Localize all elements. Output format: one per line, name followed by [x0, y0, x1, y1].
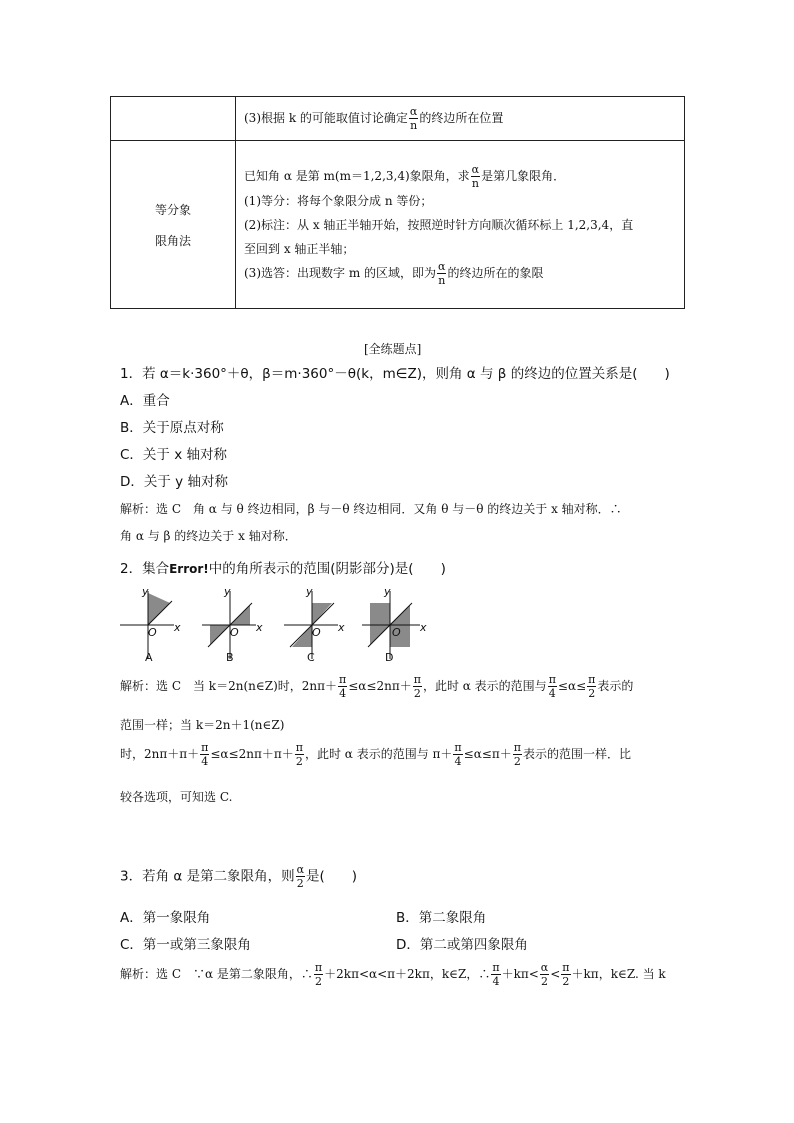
q1-option-a: A．重合 [120, 393, 170, 409]
method-table [110, 96, 685, 309]
q2-solution-line3: 时，2nπ＋π＋ $\frac{\pi}{4}$ ≤α≤2nπ＋π＋ $\frac{\pi}{2}$ ，此时 α 表示的范围与 π＋ $\frac{\pi}{4}$ ≤α≤π＋ $\frac{\pi}{2}$ 表示的范围一样．比 [120, 741, 631, 768]
q3-option-d: D．第二或第四象限角 [396, 937, 528, 953]
method-step1: (1)等分：将每个象限分成 n 等份； [244, 193, 433, 208]
figure-c [284, 591, 338, 659]
method-step3: (3)选答：出现数字 m 的区域，即为 $\frac{\alpha}{n}$ 的终边所在的象限 [244, 259, 544, 287]
method-step2-cont: 至回到 x 轴正半轴； [244, 241, 355, 256]
method-intro: 已知角 α 是第 m(m＝1,2,3,4)象限角，求 $\frac{\alpha}{n}$ 是第几象限角． [244, 162, 566, 190]
q1-solution-line2: 角 α 与 β 的终边关于 x 轴对称． [120, 529, 297, 543]
fig-d-origin: O [392, 626, 401, 639]
q3-option-c: C．第一或第三象限角 [120, 937, 251, 953]
error-placeholder: Error! [169, 562, 209, 576]
fig-b-x: x [256, 621, 263, 634]
question-1-stem: 1．若 α＝k·360°＋θ，β＝m·360°－θ(k，m∈Z)，则角 α 与 β 的终边的位置关系是( ) [120, 366, 670, 382]
fig-d-x: x [420, 621, 427, 634]
fig-b-y: y [224, 585, 231, 598]
fig-label-a: A [145, 651, 153, 664]
shade-region [370, 603, 390, 645]
figure-a [120, 591, 174, 659]
q2-solution-line4: 较各选项，可知选 C. [120, 790, 233, 804]
fig-d-y: y [384, 585, 391, 598]
fig-label-d: D [385, 651, 394, 664]
q1-solution-line1: 解析：选 C 角 α 与 θ 终边相同，β 与－θ 终边相同．又角 θ 与－θ 的终边关于 x 轴对称．∴ [120, 502, 622, 516]
method-name-cell [111, 141, 236, 309]
q1-option-d: D．关于 y 轴对称 [120, 474, 228, 490]
method-name-line2: 限角法 [154, 233, 191, 248]
table-cell-empty [111, 97, 236, 141]
fig-a-x: x [174, 621, 181, 634]
question-2-stem: 2．集合Error!中的角所表示的范围(阴影部分)是( ) [120, 561, 446, 577]
fig-label-b: B [226, 651, 234, 664]
question-3-stem: 3．若角 α 是第二象限角，则 $\frac{\alpha}{2}$ 是( ) [120, 863, 358, 890]
shade-region [148, 593, 170, 625]
q3-solution-line1: 解析：选 C ∵α 是第二象限角，∴ $\frac{\pi}{2}$ ＋2kπ<α<π＋2kπ，k∈Z，∴ $\frac{\pi}{4}$ ＋kπ< $\frac{\alpha}{2}$ < $\frac{\pi}{2}$ ＋kπ，k∈Z. 当 k [120, 961, 666, 988]
row1-text: (3)根据 k 的可能取值讨论确定 [244, 111, 408, 125]
fig-a-origin: O [148, 626, 157, 639]
q3-option-b: B．第二象限角 [396, 910, 487, 926]
figure-d [362, 591, 420, 659]
q1-option-b: B．关于原点对称 [120, 420, 224, 436]
fraction: $\frac{\alpha}{n}$ [409, 105, 418, 132]
fig-b-origin: O [230, 626, 239, 639]
fig-c-origin: O [312, 626, 321, 639]
q3-option-a: A．第一象限角 [120, 910, 211, 926]
method-step2: (2)标注：从 x 轴正半轴开始，按照逆时针方向顺次循环标上 1,2,3,4，直 [244, 217, 634, 232]
fig-label-c: C [307, 651, 315, 664]
q2-solution-line2: 范围一样；当 k＝2n＋1(n∈Z) [120, 718, 285, 732]
fig-a-y: y [142, 585, 149, 598]
section-title: [全练题点] [364, 342, 422, 356]
q1-option-c: C．关于 x 轴对称 [120, 447, 227, 463]
method-name-line1: 等分象 [154, 202, 191, 217]
table-cell-row1 [236, 97, 685, 141]
fig-c-y: y [306, 585, 313, 598]
q2-solution-line1: 解析：选 C 当 k＝2n(n∈Z)时，2nπ＋ $\frac{\pi}{4}$ ≤α≤2nπ＋ $\frac{\pi}{2}$ ，此时 α 表示的范围与 $\frac{\pi}{4}$ ≤α≤ $\frac{\pi}{2}$ 表示的 [120, 673, 634, 700]
figure-b [202, 591, 256, 659]
fig-c-x: x [338, 621, 345, 634]
row1-text-tail: 的终边所在位置 [419, 111, 504, 125]
method-detail-cell [236, 141, 685, 309]
